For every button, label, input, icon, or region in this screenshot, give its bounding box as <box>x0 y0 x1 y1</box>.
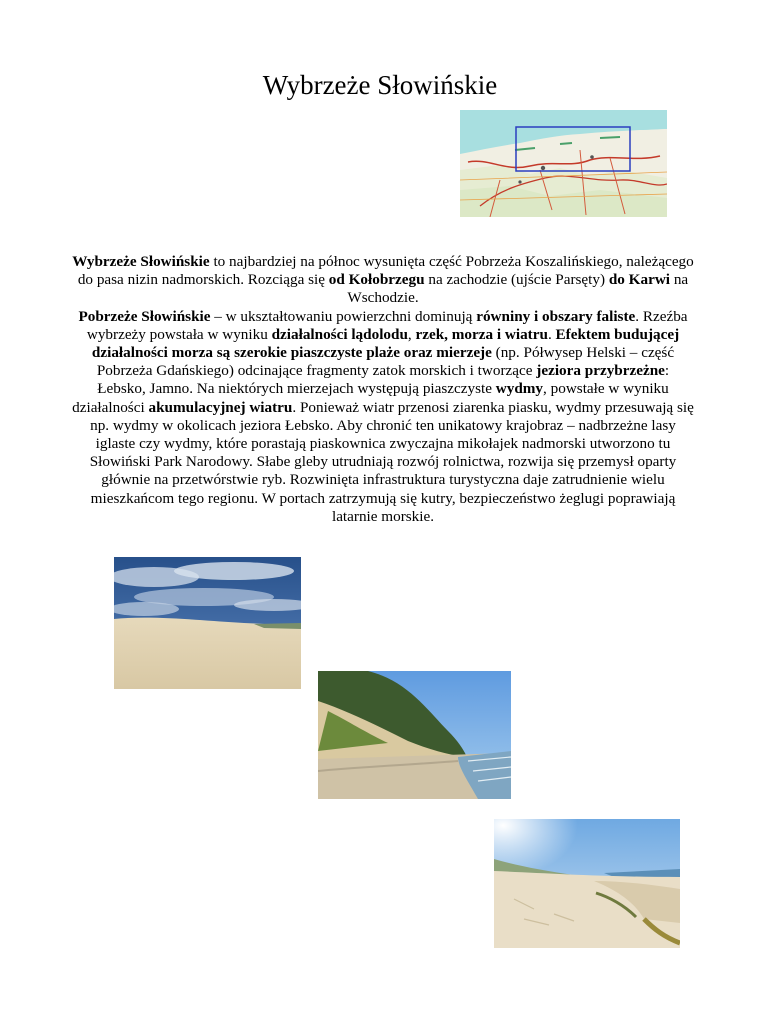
dune-photo <box>114 557 301 689</box>
term-pobrzeze-slowinskie: Pobrzeże Słowińskie <box>78 307 211 325</box>
term-akumulacyjnej-wiatru: akumulacyjnej wiatru <box>148 398 293 416</box>
term-rzek-morza-wiatru: rzek, morza i wiatru <box>415 325 548 343</box>
term-od-kolobrzegu: od Kołobrzegu <box>328 271 425 289</box>
term-jeziora-przybrzezne: jeziora przybrzeżne <box>536 362 665 380</box>
region-map-image <box>460 110 667 217</box>
term-wybrzeze-slowinskie: Wybrzeże Słowińskie <box>72 253 210 270</box>
dune-grass-photo <box>494 819 680 948</box>
term-dzialalnosc-ladolodu: działalności lądolodu <box>271 325 408 343</box>
term-do-karwi: do Karwi <box>608 271 671 289</box>
cliff-beach-photo <box>318 671 511 799</box>
term-rowniny: równiny i obszary faliste <box>476 307 636 325</box>
term-wydmy: wydmy <box>495 380 544 398</box>
body-paragraph: Wybrzeże Słowińskie to najbardziej na północ wysunięta część Pobrzeża Koszalińskiego, należącego do pasa nizin nadmorskich. Rozciąga się od Kołobrzegu na zachodzie (ujście Parsęty) do Karwi na Wschodzie. Pobrzeże Słowińskie – w ukształtowaniu powierzchni dominują równiny i obszary faliste. Rzeźba wybrzeży powstała w wyniku działalności lądolodu, rzek, morza i wiatru. Efektem budującej działalności morza są szerokie piaszczyste plaże oraz mierzeje (np. Półwysep Helski – część Pobrzeża Gdańskiego) odcinające fragmenty zatok morskich i tworzące jeziora przybrzeżne: Łebsko, Jamno. Na niektórych mierzejach występują piaszczyste wydmy, powstałe w wyniku działalności akumulacyjnej wiatru. Ponieważ wiatr przenosi ziarenka piasku, wydmy przesuwają się np. wydmy w okolicach jeziora Łebsko. Aby chronić ten unikatowy krajobraz – nadbrzeżne lasy iglaste czy wydmy, które porastają piaskownica zwyczajna mikołajek nadmorski utworzono tu Słowiński Park Narodowy. Słabe gleby utrudniają rozwój rolnictwa, rozwija się przemysł oparty głównie na przetwórstwie ryb. Rozwinięta infrastruktura turystyczna daje zatrudnienie wielu mieszkańcom tego regionu. W portach zatrzymują się kutry, bezpieczeństwo żeglugi poprawiają latarnie morskie. <box>72 253 694 525</box>
document-title: Wybrzeże Słowińskie <box>262 70 498 100</box>
term-efektem: Efektem budującej działalności morza są szerokie piaszczyste plaże oraz mierzeje <box>91 325 680 362</box>
